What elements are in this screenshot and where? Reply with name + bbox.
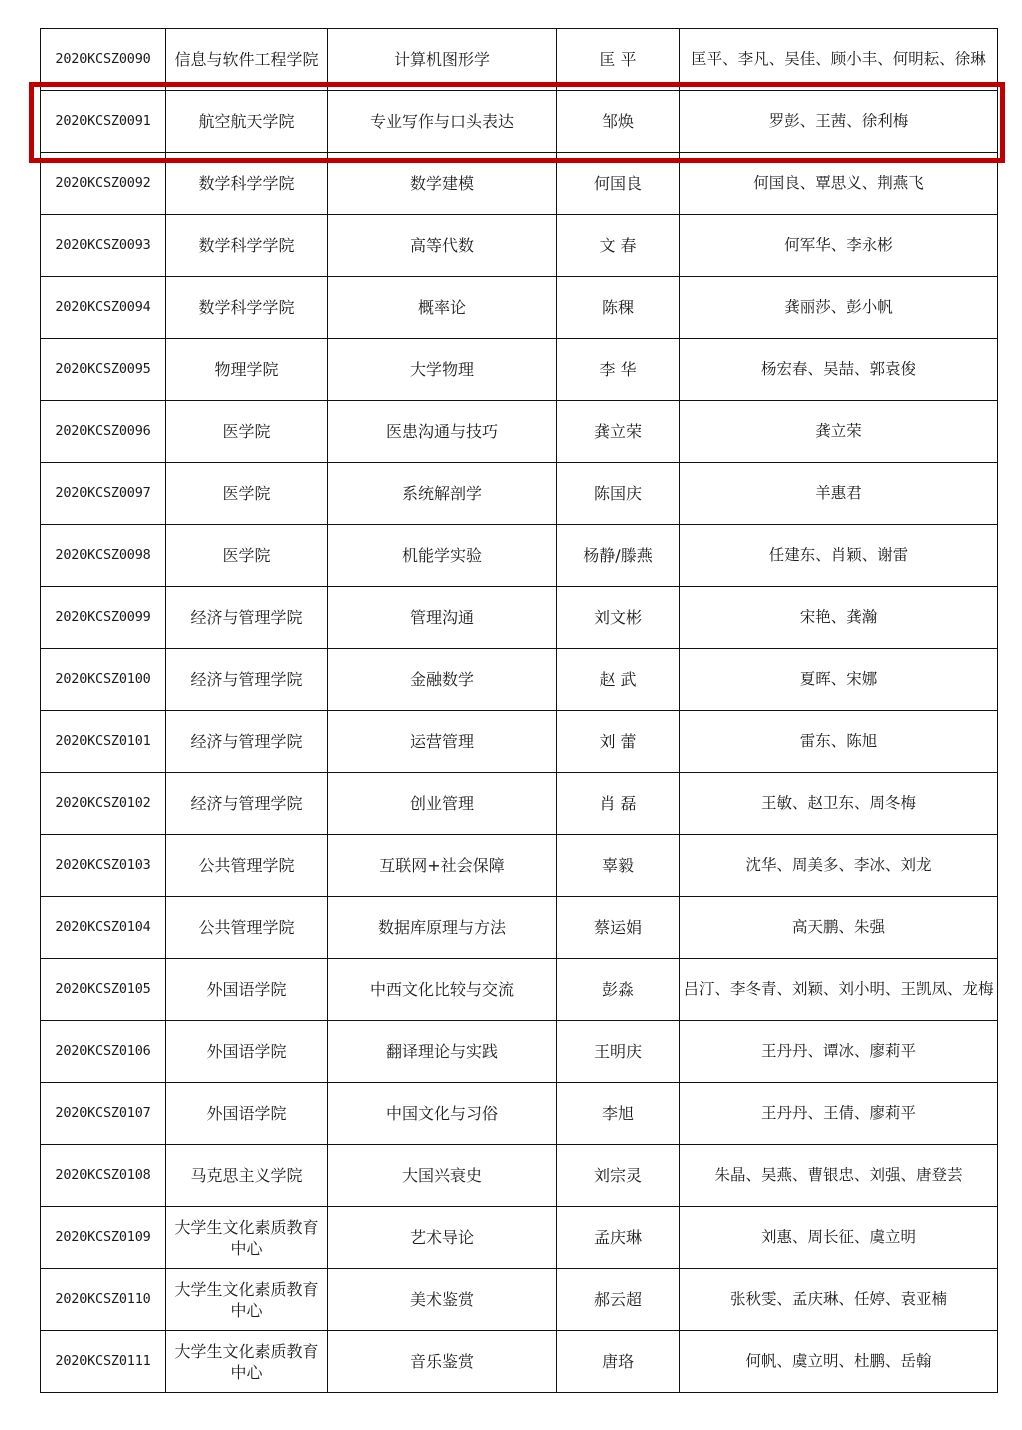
cell-college: 数学科学学院 [166, 215, 328, 277]
cell-leader: 刘文彬 [557, 587, 680, 649]
cell-leader: 陈稞 [557, 277, 680, 339]
cell-college: 医学院 [166, 525, 328, 587]
cell-members: 羊惠君 [680, 463, 998, 525]
cell-college: 经济与管理学院 [166, 773, 328, 835]
cell-leader: 杨静/滕燕 [557, 525, 680, 587]
cell-college: 医学院 [166, 463, 328, 525]
cell-members: 朱晶、吴燕、曹银忠、刘强、唐登芸 [680, 1145, 998, 1207]
cell-members: 宋艳、龚瀚 [680, 587, 998, 649]
cell-leader: 李 华 [557, 339, 680, 401]
cell-project-code: 2020KCSZ0090 [41, 29, 166, 91]
cell-course-name: 医患沟通与技巧 [328, 401, 557, 463]
cell-project-code: 2020KCSZ0108 [41, 1145, 166, 1207]
cell-college: 经济与管理学院 [166, 711, 328, 773]
cell-members: 刘惠、周长征、虞立明 [680, 1207, 998, 1269]
cell-project-code: 2020KCSZ0091 [41, 91, 166, 153]
course-table [40, 28, 998, 1393]
cell-course-name: 艺术导论 [328, 1207, 557, 1269]
cell-project-code: 2020KCSZ0110 [41, 1269, 166, 1331]
cell-course-name: 运营管理 [328, 711, 557, 773]
cell-college: 信息与软件工程学院 [166, 29, 328, 91]
cell-course-name: 概率论 [328, 277, 557, 339]
cell-course-name: 翻译理论与实践 [328, 1021, 557, 1083]
cell-leader: 何国良 [557, 153, 680, 215]
cell-course-name: 系统解剖学 [328, 463, 557, 525]
table-row [41, 1207, 998, 1269]
cell-college: 经济与管理学院 [166, 587, 328, 649]
cell-leader: 彭淼 [557, 959, 680, 1021]
cell-leader: 王明庆 [557, 1021, 680, 1083]
cell-project-code: 2020KCSZ0095 [41, 339, 166, 401]
cell-course-name: 大国兴衰史 [328, 1145, 557, 1207]
cell-leader: 刘 蕾 [557, 711, 680, 773]
cell-college: 公共管理学院 [166, 835, 328, 897]
cell-college: 医学院 [166, 401, 328, 463]
cell-course-name: 机能学实验 [328, 525, 557, 587]
cell-project-code: 2020KCSZ0094 [41, 277, 166, 339]
table-row [41, 215, 998, 277]
cell-college: 数学科学学院 [166, 277, 328, 339]
cell-leader: 赵 武 [557, 649, 680, 711]
cell-project-code: 2020KCSZ0102 [41, 773, 166, 835]
table-row [41, 463, 998, 525]
cell-members: 夏晖、宋娜 [680, 649, 998, 711]
cell-leader: 肖 磊 [557, 773, 680, 835]
cell-members: 任建东、肖颖、谢雷 [680, 525, 998, 587]
table-row [41, 1083, 998, 1145]
table-row [41, 277, 998, 339]
cell-project-code: 2020KCSZ0100 [41, 649, 166, 711]
cell-college: 大学生文化素质教育中心 [166, 1269, 328, 1331]
cell-project-code: 2020KCSZ0109 [41, 1207, 166, 1269]
cell-leader: 刘宗灵 [557, 1145, 680, 1207]
cell-college: 外国语学院 [166, 959, 328, 1021]
cell-leader: 李旭 [557, 1083, 680, 1145]
cell-college: 物理学院 [166, 339, 328, 401]
cell-project-code: 2020KCSZ0105 [41, 959, 166, 1021]
table-row [41, 587, 998, 649]
cell-members: 王敏、赵卫东、周冬梅 [680, 773, 998, 835]
table-row [41, 1269, 998, 1331]
cell-leader: 陈国庆 [557, 463, 680, 525]
cell-members: 龚丽莎、彭小帆 [680, 277, 998, 339]
cell-members: 王丹丹、谭冰、廖莉平 [680, 1021, 998, 1083]
cell-course-name: 计算机图形学 [328, 29, 557, 91]
cell-members: 何军华、李永彬 [680, 215, 998, 277]
table-body [41, 29, 998, 1393]
cell-course-name: 管理沟通 [328, 587, 557, 649]
table-row [41, 401, 998, 463]
cell-college: 公共管理学院 [166, 897, 328, 959]
cell-course-name: 美术鉴赏 [328, 1269, 557, 1331]
cell-members: 匡平、李凡、吴佳、顾小丰、何明耘、徐琳 [680, 29, 998, 91]
cell-project-code: 2020KCSZ0103 [41, 835, 166, 897]
cell-project-code: 2020KCSZ0099 [41, 587, 166, 649]
cell-college: 外国语学院 [166, 1083, 328, 1145]
cell-college: 大学生文化素质教育中心 [166, 1207, 328, 1269]
cell-leader: 龚立荣 [557, 401, 680, 463]
cell-leader: 唐珞 [557, 1331, 680, 1393]
table-row [41, 339, 998, 401]
cell-leader: 辜毅 [557, 835, 680, 897]
table-row [41, 525, 998, 587]
cell-course-name: 大学物理 [328, 339, 557, 401]
cell-leader: 邹焕 [557, 91, 680, 153]
cell-course-name: 数学建模 [328, 153, 557, 215]
cell-college: 外国语学院 [166, 1021, 328, 1083]
cell-members: 何国良、覃思义、荆燕飞 [680, 153, 998, 215]
cell-members: 杨宏春、吴喆、郭袁俊 [680, 339, 998, 401]
cell-college: 大学生文化素质教育中心 [166, 1331, 328, 1393]
table-row [41, 835, 998, 897]
cell-college: 马克思主义学院 [166, 1145, 328, 1207]
table-row [41, 897, 998, 959]
cell-leader: 匡 平 [557, 29, 680, 91]
cell-members: 罗彭、王茜、徐利梅 [680, 91, 998, 153]
cell-leader: 文 春 [557, 215, 680, 277]
table-row [41, 649, 998, 711]
cell-project-code: 2020KCSZ0106 [41, 1021, 166, 1083]
cell-project-code: 2020KCSZ0092 [41, 153, 166, 215]
cell-project-code: 2020KCSZ0104 [41, 897, 166, 959]
cell-course-name: 中国文化与习俗 [328, 1083, 557, 1145]
cell-course-name: 音乐鉴赏 [328, 1331, 557, 1393]
cell-leader: 郝云超 [557, 1269, 680, 1331]
cell-members: 龚立荣 [680, 401, 998, 463]
cell-college: 经济与管理学院 [166, 649, 328, 711]
table-row [41, 1021, 998, 1083]
table-row [41, 1145, 998, 1207]
cell-members: 何帆、虞立明、杜鹏、岳翰 [680, 1331, 998, 1393]
table-row [41, 711, 998, 773]
cell-project-code: 2020KCSZ0111 [41, 1331, 166, 1393]
cell-leader: 孟庆琳 [557, 1207, 680, 1269]
cell-members: 张秋雯、孟庆琳、任婷、袁亚楠 [680, 1269, 998, 1331]
cell-project-code: 2020KCSZ0107 [41, 1083, 166, 1145]
table-row [41, 773, 998, 835]
table-row [41, 1331, 998, 1393]
cell-course-name: 专业写作与口头表达 [328, 91, 557, 153]
cell-course-name: 金融数学 [328, 649, 557, 711]
cell-course-name: 中西文化比较与交流 [328, 959, 557, 1021]
cell-members: 王丹丹、王倩、廖莉平 [680, 1083, 998, 1145]
cell-project-code: 2020KCSZ0093 [41, 215, 166, 277]
table-row [41, 153, 998, 215]
cell-course-name: 数据库原理与方法 [328, 897, 557, 959]
table-row [41, 29, 998, 91]
cell-project-code: 2020KCSZ0098 [41, 525, 166, 587]
cell-members: 雷东、陈旭 [680, 711, 998, 773]
cell-course-name: 高等代数 [328, 215, 557, 277]
table-row [41, 91, 998, 153]
cell-course-name: 互联网+社会保障 [328, 835, 557, 897]
cell-project-code: 2020KCSZ0097 [41, 463, 166, 525]
cell-members: 吕汀、李冬青、刘颖、刘小明、王凯凤、龙梅 [680, 959, 998, 1021]
cell-project-code: 2020KCSZ0096 [41, 401, 166, 463]
cell-college: 航空航天学院 [166, 91, 328, 153]
cell-course-name: 创业管理 [328, 773, 557, 835]
cell-college: 数学科学学院 [166, 153, 328, 215]
cell-members: 高天鹏、朱强 [680, 897, 998, 959]
table-row [41, 959, 998, 1021]
cell-members: 沈华、周美多、李冰、刘龙 [680, 835, 998, 897]
cell-leader: 蔡运娟 [557, 897, 680, 959]
cell-project-code: 2020KCSZ0101 [41, 711, 166, 773]
